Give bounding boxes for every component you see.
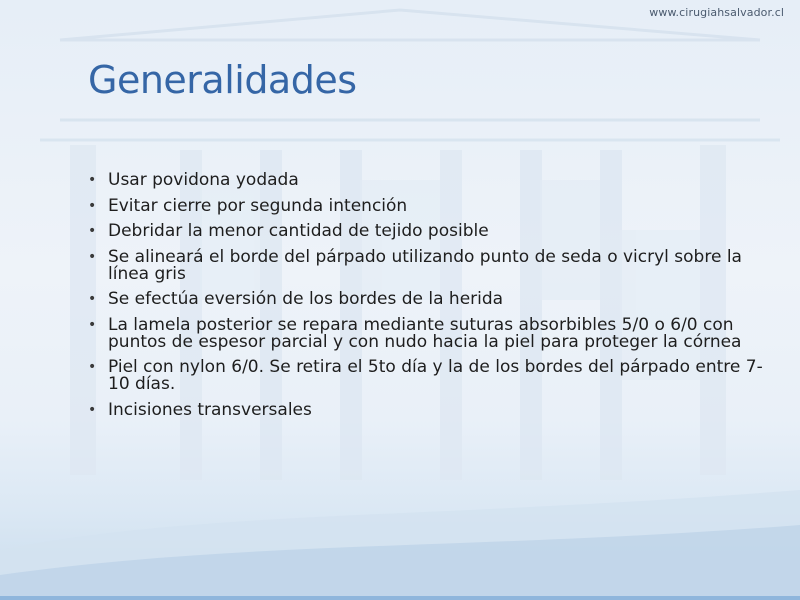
bullet-text: Usar povidona yodada: [108, 170, 299, 190]
bullet-text: Evitar cierre por segunda intención: [108, 195, 408, 216]
bullet-text: La lamela posterior se repara mediante suturas absorbibles 5/0 o 6/0 con puntos de espesor parcial y con nudo hacia la piel para proteger la córnea: [108, 314, 742, 352]
bullet-dot-icon: •: [88, 359, 97, 375]
bullet-dot-icon: •: [88, 401, 97, 418]
bullet-item: [86, 291, 776, 308]
bullet-dot-icon: •: [88, 316, 97, 333]
slide-title: Generalidades: [88, 58, 357, 102]
bullet-dot-icon: •: [88, 291, 97, 307]
bullet-item: [86, 399, 776, 420]
website-url: www.cirugiahsalvador.cl: [649, 6, 784, 19]
bullet-item: [86, 359, 776, 393]
bullet-item: [86, 223, 776, 240]
bullet-dot-icon: •: [88, 248, 97, 265]
bullet-item: [86, 172, 776, 189]
bullet-text: Piel con nylon 6/0. Se retira el 5to día y la de los bordes del párpado entre 7-10 días.: [108, 357, 763, 394]
bottom-accent-line: [0, 596, 800, 600]
bullet-list: [86, 172, 776, 427]
bullet-text: Debridar la menor cantidad de tejido posible: [108, 221, 489, 241]
bullet-item: [86, 246, 776, 284]
bullet-text: Incisiones transversales: [108, 399, 312, 420]
bullet-dot-icon: •: [88, 172, 97, 188]
bullet-dot-icon: •: [88, 197, 97, 214]
bullet-item: [86, 195, 776, 216]
bottom-wave-decoration: [0, 480, 800, 600]
bullet-text: Se alineará el borde del párpado utilizando punto de seda o vicryl sobre la línea gris: [108, 246, 742, 284]
bullet-item: [86, 314, 776, 352]
bullet-dot-icon: •: [88, 223, 97, 239]
bullet-text: Se efectúa eversión de los bordes de la herida: [108, 289, 504, 309]
